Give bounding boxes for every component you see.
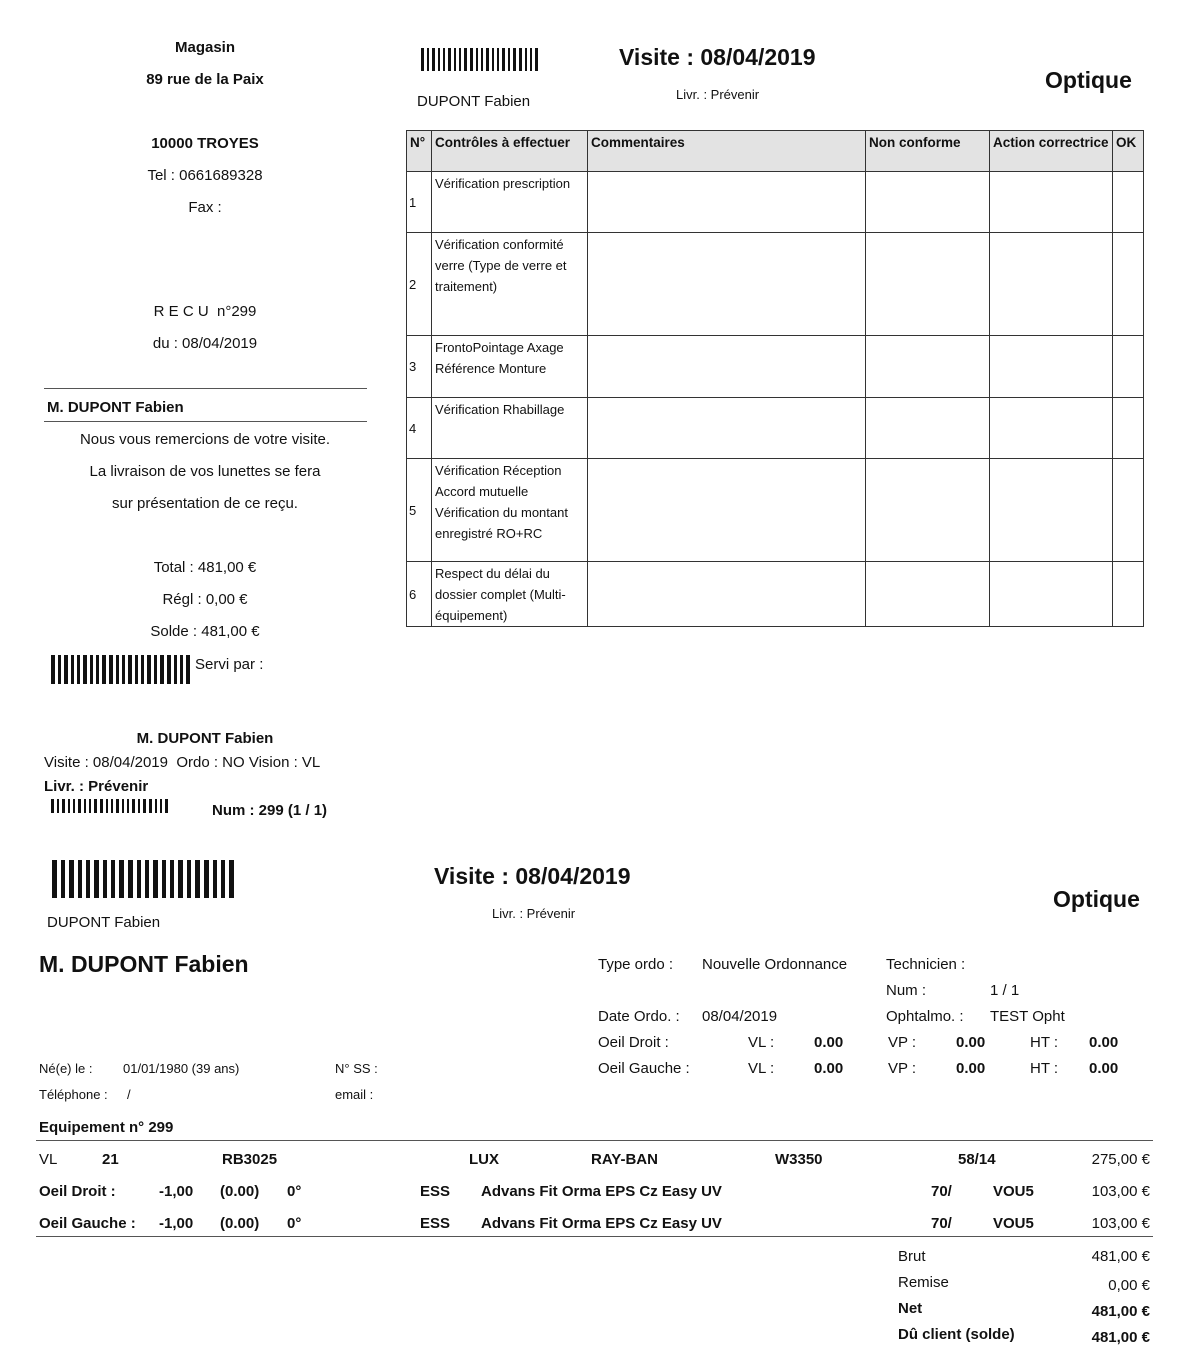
barcode-bar xyxy=(86,860,90,898)
frame-price: 275,00 € xyxy=(1091,1151,1150,1168)
store-fax: Fax : xyxy=(188,199,222,216)
barcode-bar xyxy=(153,860,158,898)
equipment-title: Equipement n° 299 xyxy=(39,1119,174,1136)
barcode-bar xyxy=(62,799,65,813)
row-number: 4 xyxy=(407,398,432,459)
barcode-bar xyxy=(427,48,429,71)
row-control: Vérification conformité verre (Type de verre et traitement) xyxy=(432,233,588,336)
barcode-bar xyxy=(508,48,510,71)
barcode-bar xyxy=(84,799,86,813)
net-label: Net xyxy=(898,1300,923,1317)
frame-code: 21 xyxy=(102,1151,119,1168)
served-by: Servi par : xyxy=(195,656,264,673)
barcode-bar xyxy=(69,860,74,898)
col-header-non-compliant: Non conforme xyxy=(866,131,990,172)
barcode-bar xyxy=(438,48,440,71)
barcode-bar xyxy=(111,799,113,813)
control-table-header xyxy=(407,131,1144,172)
barcode-bar xyxy=(421,48,424,71)
technician-label: Technicien : xyxy=(886,956,966,973)
barcode-bar xyxy=(154,655,157,684)
ok-cell[interactable] xyxy=(1113,562,1144,627)
order-department: Optique xyxy=(1053,886,1140,912)
action-cell[interactable] xyxy=(990,233,1113,336)
row-number: 5 xyxy=(407,459,432,562)
ticket-visit-line: Visite : 08/04/2019 Ordo : NO Vision : VL xyxy=(44,754,321,771)
lens-od-cylinder: (0.00) xyxy=(220,1183,260,1200)
barcode-bar xyxy=(111,860,115,898)
barcode-bar xyxy=(128,860,133,898)
col-header-number: N° xyxy=(407,131,432,172)
ticket-client: M. DUPONT Fabien xyxy=(136,730,274,747)
lens-od-diameter: 70/ xyxy=(931,1183,952,1200)
lens-od-axis: 0° xyxy=(287,1183,302,1200)
barcode-bar xyxy=(155,799,157,813)
barcode-bar xyxy=(116,799,119,813)
barcode-bar xyxy=(96,655,99,684)
phone-label: Téléphone : xyxy=(39,1087,108,1102)
barcode-bar xyxy=(180,655,183,684)
non-compliant-cell[interactable] xyxy=(866,233,990,336)
barcode-bar xyxy=(149,799,152,813)
ht-label: HT : xyxy=(1030,1034,1059,1051)
barcode-bar xyxy=(94,799,97,813)
barcode-bar xyxy=(492,48,494,71)
barcode-bar xyxy=(64,655,68,684)
non-compliant-cell[interactable] xyxy=(866,398,990,459)
lens-od-code: VOU5 xyxy=(993,1183,1034,1200)
barcode-bar xyxy=(57,799,59,813)
barcode-bar xyxy=(160,799,162,813)
table-row xyxy=(407,459,1144,562)
order-delivery: Livr. : Prévenir xyxy=(492,906,576,921)
barcode-bar xyxy=(481,48,483,71)
control-visit-title: Visite : 08/04/2019 xyxy=(619,44,816,70)
barcode-bar xyxy=(127,799,129,813)
barcode-bar xyxy=(519,48,522,71)
barcode-bar xyxy=(103,860,107,898)
table-row xyxy=(407,172,1144,233)
control-delivery: Livr. : Prévenir xyxy=(676,87,760,102)
ok-cell[interactable] xyxy=(1113,336,1144,398)
row-control: FrontoPointage Axage Référence Monture xyxy=(432,336,588,398)
lens-od-sphere: -1,00 xyxy=(159,1183,194,1200)
table-row xyxy=(407,398,1144,459)
row-number: 6 xyxy=(407,562,432,627)
barcode-bar xyxy=(122,655,125,684)
barcode-bar xyxy=(58,655,61,684)
receipt-balance: Solde : 481,00 € xyxy=(150,623,260,640)
ophtalmo-label: Ophtalmo. : xyxy=(886,1008,964,1025)
discount-label: Remise xyxy=(898,1274,949,1291)
od-vp-value: 0.00 xyxy=(956,1034,986,1051)
birth-value: 01/01/1980 (39 ans) xyxy=(123,1061,240,1076)
ticket-barcode xyxy=(51,799,171,813)
frame-material: LUX xyxy=(469,1151,499,1168)
barcode-bar xyxy=(213,860,217,898)
barcode-bar xyxy=(78,860,82,898)
divider xyxy=(44,421,367,422)
store-city: 10000 TROYES xyxy=(151,135,259,152)
barcode-bar xyxy=(178,860,183,898)
barcode-bar xyxy=(221,860,225,898)
divider xyxy=(36,1140,1153,1141)
receipt-total: Total : 481,00 € xyxy=(153,559,257,576)
gross-label: Brut xyxy=(898,1248,926,1265)
lens-og-name: Advans Fit Orma EPS Cz Easy UV xyxy=(481,1215,722,1232)
frame-brand: RAY-BAN xyxy=(591,1151,658,1168)
frame-type: VL xyxy=(39,1151,58,1168)
thanks-line: Nous vous remercions de votre visite. xyxy=(79,431,331,448)
row-control: Vérification Rhabillage xyxy=(432,398,588,459)
table-row xyxy=(407,336,1144,398)
barcode-bar xyxy=(174,655,177,684)
og-vp-value: 0.00 xyxy=(956,1060,986,1077)
lens-og-label: Oeil Gauche : xyxy=(39,1215,136,1232)
phone-value: / xyxy=(127,1087,131,1102)
type-ordo-label: Type ordo : xyxy=(598,956,674,973)
control-department: Optique xyxy=(1045,67,1132,93)
barcode-bar xyxy=(459,48,461,71)
row-number: 1 xyxy=(407,172,432,233)
barcode-bar xyxy=(71,655,74,684)
barcode-bar xyxy=(165,799,168,813)
order-visit-title: Visite : 08/04/2019 xyxy=(434,863,631,889)
action-cell[interactable] xyxy=(990,459,1113,562)
customer-due-value: 481,00 € xyxy=(1091,1329,1150,1346)
barcode-bar xyxy=(448,48,451,71)
ht-label: HT : xyxy=(1030,1060,1059,1077)
email-label: email : xyxy=(335,1087,374,1102)
ok-cell[interactable] xyxy=(1113,459,1144,562)
comment-cell[interactable] xyxy=(588,336,866,398)
barcode-bar xyxy=(162,860,166,898)
table-row xyxy=(407,562,1144,627)
barcode-bar xyxy=(476,48,478,71)
thanks-line: sur présentation de ce reçu. xyxy=(112,495,298,512)
col-header-comments: Commentaires xyxy=(588,131,866,172)
lens-og-sphere: -1,00 xyxy=(159,1215,194,1232)
ok-cell[interactable] xyxy=(1113,398,1144,459)
og-vl-value: 0.00 xyxy=(814,1060,844,1077)
type-ordo-value: Nouvelle Ordonnance xyxy=(702,956,848,973)
divider xyxy=(44,388,367,389)
barcode-bar xyxy=(89,799,91,813)
non-compliant-cell[interactable] xyxy=(866,562,990,627)
barcode-bar xyxy=(51,655,55,684)
num-label: Num : xyxy=(886,982,927,999)
barcode-bar xyxy=(204,860,209,898)
barcode-bar xyxy=(470,48,473,71)
barcode-bar xyxy=(52,860,57,898)
row-number: 3 xyxy=(407,336,432,398)
barcode-bar xyxy=(138,799,140,813)
gross-value: 481,00 € xyxy=(1091,1248,1150,1265)
store-address: 89 rue de la Paix xyxy=(146,71,264,88)
store-tel: Tel : 0661689328 xyxy=(147,167,263,184)
vl-label: VL : xyxy=(748,1060,775,1077)
non-compliant-cell[interactable] xyxy=(866,336,990,398)
lens-og-diameter: 70/ xyxy=(931,1215,952,1232)
ticket-number: Num : 299 (1 / 1) xyxy=(212,802,328,819)
barcode-bar xyxy=(102,655,106,684)
control-barcode-name: DUPONT Fabien xyxy=(417,93,531,110)
store-name: Magasin xyxy=(174,39,235,56)
barcode-bar xyxy=(454,48,456,71)
barcode-bar xyxy=(229,860,234,898)
barcode-bar xyxy=(195,860,200,898)
receipt-paid: Régl : 0,00 € xyxy=(162,591,248,608)
barcode-bar xyxy=(77,655,80,684)
barcode-bar xyxy=(51,799,54,813)
date-ordo-value: 08/04/2019 xyxy=(702,1008,778,1025)
col-header-ok: OK xyxy=(1113,131,1144,172)
date-ordo-label: Date Ordo. : xyxy=(598,1008,680,1025)
order-client: M. DUPONT Fabien xyxy=(39,951,249,977)
thanks-line: La livraison de vos lunettes se fera xyxy=(89,463,321,480)
barcode-bar xyxy=(497,48,499,71)
lens-og-axis: 0° xyxy=(287,1215,302,1232)
barcode-bar xyxy=(525,48,527,71)
customer-due-label: Dû client (solde) xyxy=(898,1326,1015,1343)
left-eye-label: Oeil Gauche : xyxy=(598,1060,690,1077)
barcode-bar xyxy=(535,48,538,71)
num-value: 1 / 1 xyxy=(990,982,1020,999)
control-barcode xyxy=(421,48,541,71)
barcode-bar xyxy=(464,48,467,71)
barcode-bar xyxy=(122,799,124,813)
action-cell[interactable] xyxy=(990,172,1113,233)
ticket-delivery: Livr. : Prévenir xyxy=(44,778,149,795)
action-cell[interactable] xyxy=(990,562,1113,627)
vl-label: VL : xyxy=(748,1034,775,1051)
barcode-bar xyxy=(170,860,174,898)
frame-model: RB3025 xyxy=(222,1151,278,1168)
lens-od-label: Oeil Droit : xyxy=(39,1183,116,1200)
row-control: Respect du délai du dossier complet (Multi-équipement) xyxy=(432,562,588,627)
barcode-bar xyxy=(100,799,103,813)
frame-size: 58/14 xyxy=(958,1151,996,1168)
barcode-bar xyxy=(167,655,171,684)
od-ht-value: 0.00 xyxy=(1089,1034,1119,1051)
receipt-barcode xyxy=(51,655,193,684)
od-vl-value: 0.00 xyxy=(814,1034,844,1051)
table-row xyxy=(407,233,1144,336)
ok-cell[interactable] xyxy=(1113,233,1144,336)
barcode-bar xyxy=(486,48,489,71)
barcode-bar xyxy=(137,860,141,898)
row-control: Vérification prescription xyxy=(432,172,588,233)
barcode-bar xyxy=(106,799,108,813)
barcode-bar xyxy=(160,655,164,684)
barcode-bar xyxy=(73,799,75,813)
barcode-bar xyxy=(502,48,505,71)
lens-og-category: ESS xyxy=(420,1215,451,1232)
row-control: Vérification Réception Accord mutuelle Vérification du montant enregistré RO+RC xyxy=(432,459,588,562)
frame-ref: W3350 xyxy=(775,1151,823,1168)
barcode-bar xyxy=(109,655,113,684)
right-eye-label: Oeil Droit : xyxy=(598,1034,669,1051)
order-barcode-name: DUPONT Fabien xyxy=(47,914,161,931)
barcode-bar xyxy=(141,655,144,684)
ophtalmo-value: TEST Opht xyxy=(990,1008,1065,1025)
divider xyxy=(36,1236,1153,1237)
barcode-bar xyxy=(135,655,138,684)
barcode-bar xyxy=(128,655,132,684)
comment-cell[interactable] xyxy=(588,562,866,627)
nss-label: N° SS : xyxy=(335,1061,378,1076)
col-header-controls: Contrôles à effectuer xyxy=(432,131,588,172)
receipt-date: du : 08/04/2019 xyxy=(152,335,258,352)
discount-value: 0,00 € xyxy=(1108,1277,1150,1294)
comment-cell[interactable] xyxy=(588,172,866,233)
non-compliant-cell[interactable] xyxy=(866,459,990,562)
barcode-bar xyxy=(68,799,70,813)
barcode-bar xyxy=(78,799,81,813)
barcode-bar xyxy=(187,860,191,898)
order-barcode xyxy=(52,860,238,898)
lens-og-code: VOU5 xyxy=(993,1215,1034,1232)
barcode-bar xyxy=(61,860,65,898)
barcode-bar xyxy=(116,655,119,684)
barcode-bar xyxy=(147,655,151,684)
vp-label: VP : xyxy=(888,1034,917,1051)
lens-od-name: Advans Fit Orma EPS Cz Easy UV xyxy=(481,1183,722,1200)
ok-cell[interactable] xyxy=(1113,172,1144,233)
barcode-bar xyxy=(513,48,516,71)
barcode-bar xyxy=(443,48,445,71)
vp-label: VP : xyxy=(888,1060,917,1077)
barcode-bar xyxy=(432,48,435,71)
barcode-bar xyxy=(90,655,93,684)
col-header-corrective-action: Action correctrice xyxy=(990,131,1113,172)
comment-cell[interactable] xyxy=(588,459,866,562)
comment-cell[interactable] xyxy=(588,233,866,336)
comment-cell[interactable] xyxy=(588,398,866,459)
receipt-client: M. DUPONT Fabien xyxy=(47,399,184,416)
lens-od-price: 103,00 € xyxy=(1091,1183,1150,1200)
barcode-bar xyxy=(83,655,87,684)
barcode-bar xyxy=(186,655,190,684)
barcode-bar xyxy=(530,48,532,71)
birth-label: Né(e) le : xyxy=(39,1061,93,1076)
action-cell[interactable] xyxy=(990,336,1113,398)
barcode-bar xyxy=(119,860,124,898)
control-table xyxy=(406,130,1144,627)
barcode-bar xyxy=(94,860,99,898)
action-cell[interactable] xyxy=(990,398,1113,459)
row-number: 2 xyxy=(407,233,432,336)
barcode-bar xyxy=(145,860,149,898)
og-ht-value: 0.00 xyxy=(1089,1060,1119,1077)
lens-og-price: 103,00 € xyxy=(1091,1215,1150,1232)
lens-od-category: ESS xyxy=(420,1183,451,1200)
barcode-bar xyxy=(132,799,135,813)
receipt-number: R E C U n°299 xyxy=(153,303,257,320)
non-compliant-cell[interactable] xyxy=(866,172,990,233)
net-value: 481,00 € xyxy=(1091,1303,1150,1320)
barcode-bar xyxy=(143,799,146,813)
lens-og-cylinder: (0.00) xyxy=(220,1215,260,1232)
